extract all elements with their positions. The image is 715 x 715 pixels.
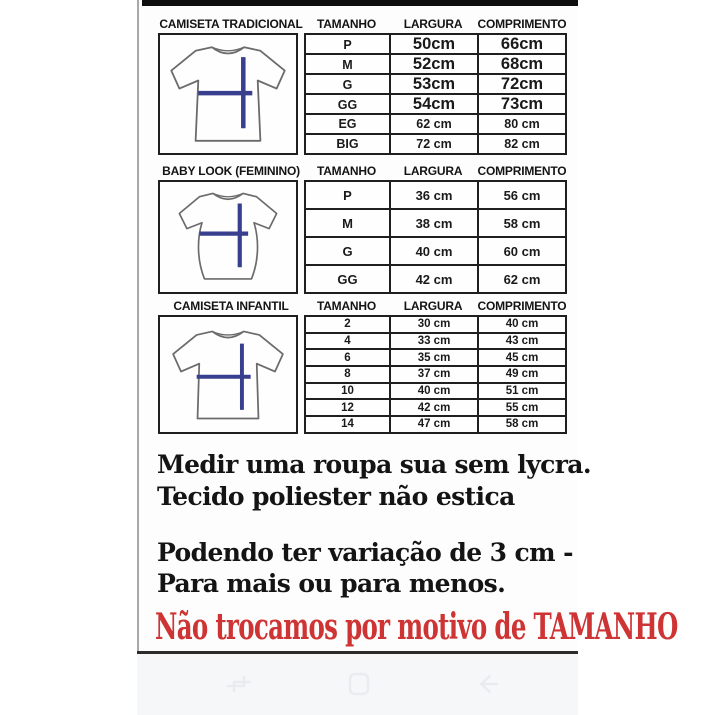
table-row <box>306 365 565 382</box>
size-value: EG <box>338 117 357 131</box>
size-table-tradicional <box>304 33 567 155</box>
table-row <box>306 332 565 349</box>
kids-tshirt-icon <box>166 321 290 429</box>
note-fabric: Tecido poliester não estica <box>157 482 515 511</box>
section-camiseta-tradicional <box>158 14 567 155</box>
table-row <box>306 348 565 365</box>
back-icon <box>473 670 501 698</box>
width-value: 72 cm <box>389 135 477 153</box>
width-value: 53cm <box>389 75 477 94</box>
column-header-comprimento: COMPRIMENTO <box>477 298 567 313</box>
table-row <box>306 113 565 133</box>
width-value: 52cm <box>389 55 477 74</box>
table-row <box>306 398 565 415</box>
table-row <box>306 182 565 208</box>
size-chart-image <box>137 0 678 654</box>
note-variation-1: Podendo ter variação de 3 cm - <box>157 538 573 567</box>
column-header-tamanho: TAMANHO <box>316 16 377 31</box>
length-value: 40 cm <box>477 317 565 332</box>
length-value: 49 cm <box>477 367 565 382</box>
length-value: 56 cm <box>477 182 565 208</box>
home-icon <box>345 670 373 698</box>
table-row <box>306 133 565 153</box>
width-value: 40 cm <box>389 238 477 264</box>
column-header-comprimento: COMPRIMENTO <box>477 16 567 31</box>
table-row <box>306 317 565 332</box>
length-value: 51 cm <box>477 384 565 399</box>
size-value: GG <box>337 97 358 112</box>
size-table-babylook <box>304 180 567 294</box>
length-value: 73cm <box>477 95 565 114</box>
tshirt-illustration-babylook <box>158 180 298 294</box>
size-value: P <box>343 187 352 203</box>
width-value: 40 cm <box>389 384 477 399</box>
section-baby-look <box>158 161 567 294</box>
table-title: CAMISETA TRADICIONAL <box>159 16 303 31</box>
width-value: 37 cm <box>389 367 477 382</box>
recents-icon <box>225 670 253 698</box>
column-header-largura: LARGURA <box>403 16 463 31</box>
column-header-tamanho: TAMANHO <box>316 163 377 178</box>
size-value: BIG <box>336 137 359 151</box>
column-header-comprimento: COMPRIMENTO <box>477 163 567 178</box>
recents-button[interactable] <box>221 666 257 702</box>
size-value: M <box>342 57 353 72</box>
note-variation-2: Para mais ou para menos. <box>157 569 506 598</box>
size-value: 8 <box>344 368 351 381</box>
width-value: 36 cm <box>389 182 477 208</box>
tshirt-illustration-tradicional <box>158 33 298 155</box>
width-value: 30 cm <box>389 317 477 332</box>
length-value: 72cm <box>477 75 565 94</box>
size-value: GG <box>337 271 358 287</box>
width-value: 35 cm <box>389 350 477 365</box>
table-title: BABY LOOK (FEMININO) <box>162 163 300 178</box>
top-black-strip <box>142 0 578 6</box>
no-exchange-warning: Não trocamos por motivo de TAMANHO <box>155 606 678 648</box>
babylook-tshirt-icon <box>169 185 287 289</box>
column-header-largura: LARGURA <box>403 298 463 313</box>
table-row <box>306 208 565 236</box>
length-value: 43 cm <box>477 334 565 349</box>
length-value: 68cm <box>477 55 565 74</box>
size-value: M <box>342 215 353 231</box>
note-measure-instruction: Medir uma roupa sua sem lycra. <box>157 450 591 479</box>
table-header-row <box>158 161 567 180</box>
table-row <box>306 35 565 53</box>
column-header-tamanho: TAMANHO <box>316 298 377 313</box>
length-value: 62 cm <box>477 266 565 292</box>
width-value: 47 cm <box>389 417 477 432</box>
column-header-largura: LARGURA <box>403 163 463 178</box>
size-value: 4 <box>344 335 351 348</box>
size-value: P <box>343 37 352 52</box>
table-row <box>306 264 565 292</box>
width-value: 33 cm <box>389 334 477 349</box>
width-value: 42 cm <box>389 400 477 415</box>
size-value: 6 <box>344 351 351 364</box>
length-value: 55 cm <box>477 400 565 415</box>
table-row <box>306 73 565 93</box>
table-header-row <box>158 296 567 315</box>
length-value: 58 cm <box>477 210 565 236</box>
size-value: 2 <box>344 318 351 331</box>
length-value: 58 cm <box>477 417 565 432</box>
android-navigation-bar <box>137 654 578 715</box>
tshirt-illustration-infantil <box>158 315 298 434</box>
table-row <box>306 382 565 399</box>
size-value: G <box>342 77 353 92</box>
length-value: 66cm <box>477 35 565 54</box>
width-value: 62 cm <box>389 115 477 133</box>
length-value: 80 cm <box>477 115 565 133</box>
width-value: 50cm <box>389 35 477 54</box>
size-value: 14 <box>341 418 354 431</box>
size-table-infantil <box>304 315 567 434</box>
table-row <box>306 236 565 264</box>
tshirt-icon <box>165 38 291 150</box>
length-value: 60 cm <box>477 238 565 264</box>
table-row <box>306 93 565 113</box>
table-row <box>306 53 565 73</box>
length-value: 45 cm <box>477 350 565 365</box>
table-title: CAMISETA INFANTIL <box>173 298 289 313</box>
width-value: 54cm <box>389 95 477 114</box>
width-value: 38 cm <box>389 210 477 236</box>
table-header-row <box>158 14 567 33</box>
size-value: 12 <box>341 401 354 414</box>
length-value: 82 cm <box>477 135 565 153</box>
table-row <box>306 415 565 432</box>
size-value: 10 <box>341 385 354 398</box>
width-value: 42 cm <box>389 266 477 292</box>
home-button[interactable] <box>341 666 377 702</box>
size-value: G <box>342 243 353 259</box>
section-camiseta-infantil <box>158 296 567 434</box>
back-button[interactable] <box>469 666 505 702</box>
